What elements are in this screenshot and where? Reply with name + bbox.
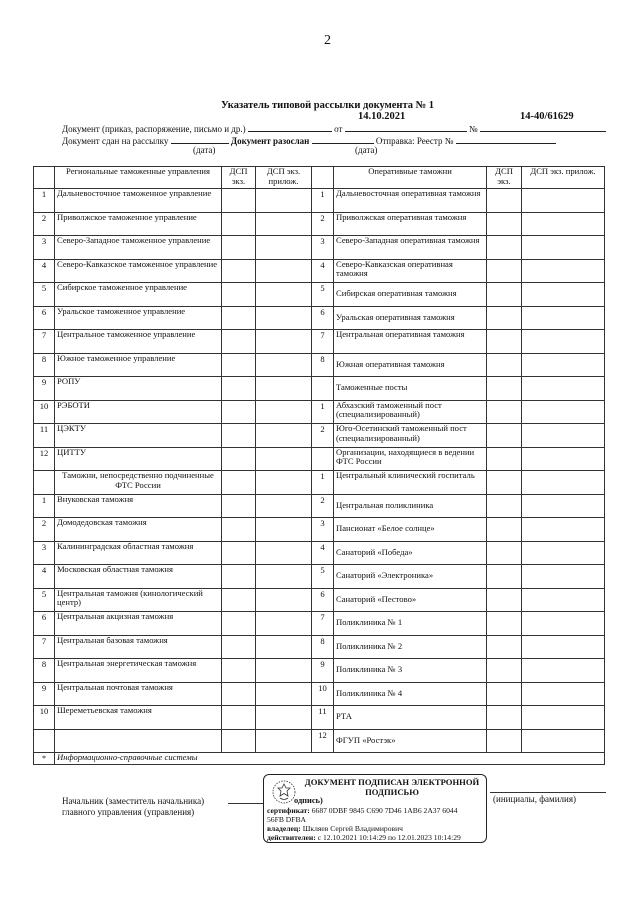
left-dsp-ekz-pril-cell[interactable] [256,306,312,330]
left-organization: Центральная базовая таможня [55,635,222,659]
left-organization: Сибирское таможенное управление [55,283,222,307]
left-dsp-ekz-cell[interactable] [222,306,256,330]
left-dsp-ekz-cell[interactable] [222,259,256,283]
left-dsp-ekz-pril-cell[interactable] [256,635,312,659]
left-organization: Центральная таможня (кинологический центр) [55,588,222,612]
left-dsp-ekz-pril-cell[interactable] [256,377,312,401]
right-organization: Поликлиника № 3 [334,659,487,683]
right-dsp-ekz-pril-cell[interactable] [522,377,605,401]
table-row [34,400,605,424]
right-dsp-ekz-pril-cell[interactable] [522,212,605,236]
right-dsp-ekz-cell[interactable] [487,330,522,354]
left-dsp-ekz-pril-cell[interactable] [256,189,312,213]
right-organization: Приволжская оперативная таможня [334,212,487,236]
validity-value: с 12.10.2021 10:14:29 по 12.01.2023 10:14:29 [317,833,461,842]
left-dsp-ekz-cell[interactable] [222,236,256,260]
right-row-number [312,447,334,471]
right-row-number: 7 [312,330,334,354]
sent-label: Документ разослан [230,136,310,146]
left-row-number: 5 [34,283,55,307]
left-dsp-ekz-pril-cell[interactable] [256,353,312,377]
date-caption-2: (дата) [355,145,378,155]
number-label: № [468,124,478,134]
left-organization: Уральское таможенное управление [55,306,222,330]
left-organization: Внуковская таможня [55,494,222,518]
from-label: от [334,124,343,134]
right-dsp-ekz-cell[interactable] [487,706,522,730]
right-organization: Санаторий «Электроника» [334,565,487,589]
right-row-number: 3 [312,236,334,260]
page-number: 2 [324,33,331,48]
distribution-table [33,166,605,765]
left-dsp-ekz-pril-cell[interactable] [256,330,312,354]
owner-value: Шкляев Сергей Владимирович [302,824,403,833]
table-row [34,330,605,354]
right-dsp-ekz-cell[interactable] [487,447,522,471]
right-dsp-ekz-cell[interactable] [487,353,522,377]
header-dsp-ekz: ДСП экз. [222,167,256,189]
right-row-number: 3 [312,518,334,542]
left-organization [55,729,222,753]
left-row-number: 5 [34,588,55,612]
left-row-number: 10 [34,400,55,424]
left-dsp-ekz-pril-cell[interactable] [256,706,312,730]
table-row [34,353,605,377]
table-row [34,565,605,589]
left-row-number: 7 [34,330,55,354]
left-row-number: 1 [34,494,55,518]
table-row [34,236,605,260]
document-number: 14-40/61629 [520,111,574,122]
table-row [34,729,605,753]
right-dsp-ekz-cell[interactable] [487,659,522,683]
certificate-value-2 [267,815,306,824]
initials-line [490,792,606,793]
left-organization: Северо-Кавказское таможенное управление [55,259,222,283]
right-organization: Дальневосточная оперативная таможня [334,189,487,213]
certificate-line [267,806,458,815]
left-row-number: 1 [34,189,55,213]
left-dsp-ekz-cell[interactable] [222,447,256,471]
right-row-number: 5 [312,565,334,589]
left-organization: Центральная энергетическая таможня [55,659,222,683]
right-organization: Северо-Западная оперативная таможня [334,236,487,260]
certificate-label: сертификат: [267,806,310,815]
left-dsp-ekz-pril-cell[interactable] [256,541,312,565]
left-dsp-ekz-cell[interactable] [222,706,256,730]
left-dsp-ekz-pril-cell[interactable] [256,682,312,706]
left-dsp-ekz-pril-cell[interactable] [256,565,312,589]
table-row [34,259,605,283]
table-row [34,635,605,659]
table-row [34,377,605,401]
left-dsp-ekz-cell[interactable] [222,353,256,377]
left-dsp-ekz-pril-cell[interactable] [256,518,312,542]
left-dsp-ekz-pril-cell[interactable] [256,729,312,753]
right-organization: Северо-Кавказская оперативная таможня [334,259,487,283]
right-row-number: 8 [312,635,334,659]
left-dsp-ekz-cell[interactable] [222,565,256,589]
right-row-number: 1 [312,189,334,213]
certificate-value: 6687 0DBF 9845 C690 7D46 1AB6 2A37 6044 [311,806,458,815]
left-dsp-ekz-cell[interactable] [222,471,256,495]
right-organization: Пансионат «Белое солнце» [334,518,487,542]
header-dsp-ekz-pril-right: ДСП экз. прилож. [522,167,605,189]
right-organization: Юго-Осетинский таможенный пост (специализированный) [334,424,487,448]
right-row-number: 7 [312,612,334,636]
right-dsp-ekz-pril-cell[interactable] [522,400,605,424]
left-row-number: 12 [34,447,55,471]
dispatch-label: Отправка: [375,136,415,146]
right-dsp-ekz-pril-cell[interactable] [522,494,605,518]
right-dsp-ekz-pril-cell[interactable] [522,706,605,730]
left-organization: Северо-Западное таможенное управление [55,236,222,260]
right-organization: Центральная поликлиника [334,494,487,518]
footer-text: Информационно-справочные системы [55,753,605,765]
left-organization: Домодедовская таможня [55,518,222,542]
right-organization: Поликлиника № 4 [334,682,487,706]
left-row-number: 8 [34,659,55,683]
left-organization: Приволжское таможенное управление [55,212,222,236]
right-dsp-ekz-pril-cell[interactable] [522,682,605,706]
document-title: Указатель типовой рассылки документа № 1 [220,100,435,111]
left-organization: РЭБОТИ [55,400,222,424]
right-organization: Организации, находящиеся в ведении ФТС России [334,447,487,471]
table-row [34,447,605,471]
table-row [34,706,605,730]
left-row-number: 10 [34,706,55,730]
header-dsp-ekz-pril: ДСП экз. прилож. [256,167,312,189]
left-dsp-ekz-pril-cell[interactable] [256,400,312,424]
document-date: 14.10.2021 [358,111,406,122]
left-row-number: 3 [34,541,55,565]
validity-label: действителен: [267,833,316,842]
right-dsp-ekz-pril-cell[interactable] [522,447,605,471]
right-dsp-ekz-cell[interactable] [487,635,522,659]
right-organization: Центральная оперативная таможня [334,330,487,354]
left-row-number: 2 [34,518,55,542]
right-dsp-ekz-cell[interactable] [487,189,522,213]
signature-caption: одпись) [294,796,323,805]
right-dsp-ekz-cell[interactable] [487,400,522,424]
dispatch-line [62,134,556,146]
table-row [34,682,605,706]
right-dsp-ekz-cell[interactable] [487,283,522,307]
table-row [34,283,605,307]
header-dsp-ekz-right: ДСП экз. [487,167,522,189]
left-dsp-ekz-cell[interactable] [222,424,256,448]
validity-line [267,833,461,842]
left-dsp-ekz-pril-cell[interactable] [256,447,312,471]
left-row-number: 9 [34,377,55,401]
left-dsp-ekz-pril-cell[interactable] [256,424,312,448]
left-dsp-ekz-cell[interactable] [222,588,256,612]
right-dsp-ekz-cell[interactable] [487,377,522,401]
left-row-number [34,471,55,495]
left-dsp-ekz-cell[interactable] [222,682,256,706]
right-dsp-ekz-cell[interactable] [487,588,522,612]
right-dsp-ekz-pril-cell[interactable] [522,283,605,307]
right-dsp-ekz-cell[interactable] [487,541,522,565]
left-dsp-ekz-cell[interactable] [222,283,256,307]
right-dsp-ekz-pril-cell[interactable] [522,236,605,260]
right-organization: Южная оперативная таможня [334,353,487,377]
left-organization: ЦЭКТУ [55,424,222,448]
left-row-number: 3 [34,236,55,260]
owner-line [267,824,403,833]
right-row-number: 1 [312,471,334,495]
left-dsp-ekz-cell[interactable] [222,612,256,636]
signatory-caption: Начальник (заместитель начальника) главного управления (управления) [62,796,205,817]
left-organization: Южное таможенное управление [55,353,222,377]
left-dsp-ekz-cell[interactable] [222,400,256,424]
table-row [34,212,605,236]
left-row-number [34,729,55,753]
left-dsp-ekz-pril-cell[interactable] [256,212,312,236]
footer-row [34,753,605,765]
right-dsp-ekz-pril-cell[interactable] [522,659,605,683]
right-dsp-ekz-pril-cell[interactable] [522,588,605,612]
right-dsp-ekz-cell[interactable] [487,494,522,518]
right-row-number: 4 [312,259,334,283]
right-organization: Сибирская оперативная таможня [334,283,487,307]
footer-mark: * [34,753,55,765]
right-row-number: 6 [312,306,334,330]
right-organization: Таможенные посты [334,377,487,401]
left-organization: РОПУ [55,377,222,401]
left-row-number: 9 [34,682,55,706]
right-dsp-ekz-pril-cell[interactable] [522,541,605,565]
right-dsp-ekz-cell[interactable] [487,236,522,260]
left-row-number: 7 [34,635,55,659]
left-dsp-ekz-cell[interactable] [222,659,256,683]
table-row [34,494,605,518]
right-organization: Поликлиника № 1 [334,612,487,636]
registry-field[interactable] [456,134,556,144]
left-row-number: 4 [34,565,55,589]
initials-caption: (инициалы, фамилия) [493,794,576,804]
left-organization: Центральная акцизная таможня [55,612,222,636]
table-row [34,541,605,565]
right-dsp-ekz-pril-cell[interactable] [522,471,605,495]
right-dsp-ekz-cell[interactable] [487,306,522,330]
left-dsp-ekz-cell[interactable] [222,189,256,213]
left-row-number: 8 [34,353,55,377]
right-organization: Санаторий «Пестово» [334,588,487,612]
stamp-title: ДОКУМЕНТ ПОДПИСАН ЭЛЕКТРОННОЙ ПОДПИСЬЮ [304,777,480,797]
table-row [34,588,605,612]
right-dsp-ekz-cell[interactable] [487,471,522,495]
right-dsp-ekz-cell[interactable] [487,565,522,589]
right-organization: ФГУП «Ростэк» [334,729,487,753]
right-row-number: 10 [312,682,334,706]
right-dsp-ekz-cell[interactable] [487,259,522,283]
left-row-number: 6 [34,612,55,636]
right-dsp-ekz-pril-cell[interactable] [522,306,605,330]
left-dsp-ekz-pril-cell[interactable] [256,588,312,612]
right-dsp-ekz-pril-cell[interactable] [522,353,605,377]
electronic-signature-stamp [263,774,487,843]
header-regional: Региональные таможенные управления [55,167,222,189]
right-row-number: 4 [312,541,334,565]
left-dsp-ekz-pril-cell[interactable] [256,283,312,307]
right-dsp-ekz-pril-cell[interactable] [522,612,605,636]
left-dsp-ekz-cell[interactable] [222,729,256,753]
table-row [34,424,605,448]
left-organization: Таможни, непосредственно подчиненные ФТС России [55,471,222,495]
right-organization: Санаторий «Победа» [334,541,487,565]
right-row-number: 2 [312,494,334,518]
left-row-number: 6 [34,306,55,330]
right-dsp-ekz-pril-cell[interactable] [522,330,605,354]
right-row-number: 2 [312,212,334,236]
document-type-field[interactable] [248,122,332,132]
left-dsp-ekz-pril-cell[interactable] [256,659,312,683]
submitted-date-field[interactable] [171,134,229,144]
left-organization: Шереметьевская таможня [55,706,222,730]
right-dsp-ekz-pril-cell[interactable] [522,189,605,213]
left-organization: Московская областная таможня [55,565,222,589]
right-row-number: 6 [312,588,334,612]
left-organization: Центральное таможенное управление [55,330,222,354]
left-dsp-ekz-cell[interactable] [222,518,256,542]
right-row-number: 1 [312,400,334,424]
table-row [34,306,605,330]
left-dsp-ekz-pril-cell[interactable] [256,494,312,518]
left-organization: Калининградская областная таможня [55,541,222,565]
right-dsp-ekz-pril-cell[interactable] [522,259,605,283]
date-field[interactable] [345,122,467,132]
right-row-number [312,377,334,401]
number-field[interactable] [480,122,606,132]
date-caption-1: (дата) [193,145,216,155]
right-organization: Уральская оперативная таможня [334,306,487,330]
table-row [34,659,605,683]
left-organization: Центральная почтовая таможня [55,682,222,706]
right-row-number: 9 [312,659,334,683]
left-dsp-ekz-cell[interactable] [222,635,256,659]
right-row-number: 5 [312,283,334,307]
left-dsp-ekz-cell[interactable] [222,212,256,236]
right-organization: Поликлиника № 2 [334,635,487,659]
left-dsp-ekz-pril-cell[interactable] [256,259,312,283]
table-row [34,612,605,636]
right-row-number: 12 [312,729,334,753]
right-organization: РТА [334,706,487,730]
table-header [34,167,605,189]
left-organization: ЦИТТУ [55,447,222,471]
table-row [34,189,605,213]
left-dsp-ekz-cell[interactable] [222,494,256,518]
right-organization: Абхазский таможенный пост (специализированный) [334,400,487,424]
right-row-number: 2 [312,424,334,448]
right-dsp-ekz-pril-cell[interactable] [522,424,605,448]
signature-line [228,803,263,804]
left-dsp-ekz-cell[interactable] [222,330,256,354]
sent-date-field[interactable] [312,134,374,144]
left-dsp-ekz-cell[interactable] [222,377,256,401]
certificate-value-cont: 56FB DFBA [267,815,307,824]
right-dsp-ekz-pril-cell[interactable] [522,729,605,753]
registry-label: Реестр № [416,136,454,146]
right-dsp-ekz-cell[interactable] [487,612,522,636]
left-dsp-ekz-pril-cell[interactable] [256,471,312,495]
right-row-number: 11 [312,706,334,730]
right-row-number: 8 [312,353,334,377]
right-dsp-ekz-cell[interactable] [487,729,522,753]
right-dsp-ekz-cell[interactable] [487,518,522,542]
left-row-number: 2 [34,212,55,236]
left-dsp-ekz-pril-cell[interactable] [256,612,312,636]
owner-label: владелец: [267,824,301,833]
document-line [62,122,606,134]
submitted-label: Документ сдан на рассылку [62,136,169,146]
left-row-number: 11 [34,424,55,448]
right-dsp-ekz-cell[interactable] [487,212,522,236]
header-operative: Оперативные таможни [334,167,487,189]
right-dsp-ekz-pril-cell[interactable] [522,518,605,542]
left-dsp-ekz-cell[interactable] [222,541,256,565]
document-type-label: Документ (приказ, распоряжение, письмо и др.) [62,124,246,134]
table-row [34,471,605,495]
left-row-number: 4 [34,259,55,283]
right-dsp-ekz-cell[interactable] [487,424,522,448]
table-row [34,518,605,542]
right-organization: Центральный клинический госпиталь [334,471,487,495]
right-dsp-ekz-pril-cell[interactable] [522,635,605,659]
left-dsp-ekz-pril-cell[interactable] [256,236,312,260]
left-organization: Дальневосточное таможенное управление [55,189,222,213]
right-dsp-ekz-pril-cell[interactable] [522,565,605,589]
right-dsp-ekz-cell[interactable] [487,682,522,706]
